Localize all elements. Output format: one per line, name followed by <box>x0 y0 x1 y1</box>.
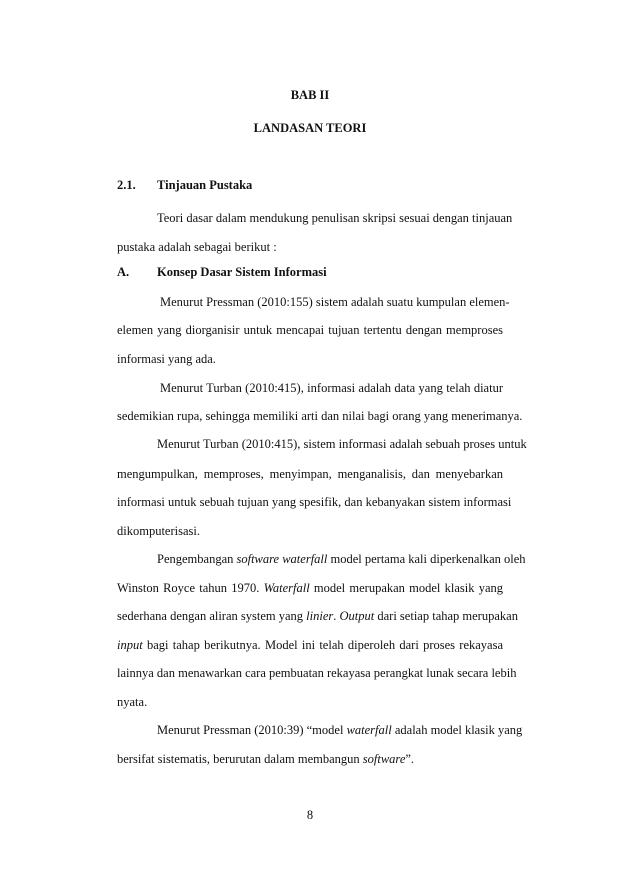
p4-line-3-text-a: sederhana dengan aliran system yang <box>117 609 307 623</box>
p4-line-1-emphasis: software waterfall <box>236 552 328 566</box>
p5-line-1-text-b: adalah model klasik yang <box>391 723 523 737</box>
p4-line-3-emphasis-2: Output <box>339 609 375 623</box>
chapter-title: LANDASAN TEORI <box>253 121 367 135</box>
p5-line-1-emphasis: waterfall <box>346 723 392 737</box>
p5-line-2 <box>117 751 503 767</box>
p1-line-2: elemen yang diorganisir untuk mencapai tujuan tertentu dengan memproses <box>117 323 503 337</box>
p5-line-2-text-a: bersifat sistematis, berurutan dalam membangun <box>117 752 363 766</box>
page-number: 8 <box>306 808 314 822</box>
p4-line-3 <box>117 608 518 624</box>
p1-line-3: informasi yang ada. <box>117 352 216 366</box>
p5-line-1-text-a: Menurut Pressman (2010:39) “model <box>157 723 347 737</box>
p4-line-2-emphasis: Waterfall <box>263 581 310 595</box>
p4-line-1-text-a: Pengembangan <box>157 552 237 566</box>
p5-line-2-emphasis: software <box>362 752 406 766</box>
p4-line-3-text-c: dari setiap tahap merupakan <box>374 609 518 623</box>
p1-line-1: Menurut Pressman (2010:155) sistem adalah suatu kumpulan elemen- <box>160 295 510 309</box>
p4-line-1 <box>157 551 526 567</box>
p4-line-4 <box>117 637 503 653</box>
p4-line-5: lainnya dan menawarkan cara pembuatan rekayasa perangkat lunak secara lebih <box>117 666 517 680</box>
intro-line-1: Teori dasar dalam mendukung penulisan skripsi sesuai dengan tinjauan <box>157 211 513 225</box>
intro-line-2: pustaka adalah sebagai berikut : <box>117 240 277 254</box>
p4-line-3-text-b: . <box>333 609 340 623</box>
p2-line-2: sedemikian rupa, sehingga memiliki arti dan nilai bagi orang yang menerimanya. <box>117 409 523 423</box>
subsection-title: Konsep Dasar Sistem Informasi <box>157 265 327 279</box>
p5-line-1 <box>157 722 523 738</box>
p3-line-4: dikomputerisasi. <box>117 524 200 538</box>
section-title: Tinjauan Pustaka <box>157 178 253 192</box>
section-number: 2.1. <box>117 178 136 192</box>
p4-line-1-text-b: model pertama kali diperkenalkan oleh <box>327 552 526 566</box>
p2-line-1: Menurut Turban (2010:415), informasi adalah data yang telah diatur <box>160 381 503 395</box>
p4-line-2-text-b: model merupakan model klasik yang <box>309 581 503 595</box>
p4-line-4-emphasis: input <box>117 638 143 652</box>
p5-line-2-text-b: ”. <box>405 752 415 766</box>
p4-line-2 <box>117 580 503 596</box>
p4-line-3-emphasis-1: linier <box>306 609 334 623</box>
p4-line-6: nyata. <box>117 695 148 709</box>
p3-line-1: Menurut Turban (2010:415), sistem informasi adalah sebuah proses untuk <box>157 437 527 451</box>
p4-line-4-text-b: bagi tahap berikutnya. Model ini telah diperoleh dari proses rekayasa <box>142 638 503 652</box>
p3-line-2: mengumpulkan, memproses, menyimpan, menganalisis, dan menyebarkan <box>117 467 503 481</box>
p3-line-3: informasi untuk sebuah tujuan yang spesifik, dan kebanyakan sistem informasi <box>117 495 512 509</box>
chapter-number: BAB II <box>290 88 330 102</box>
p4-line-2-text-a: Winston Royce tahun 1970. <box>117 581 264 595</box>
subsection-letter: A. <box>117 265 130 279</box>
